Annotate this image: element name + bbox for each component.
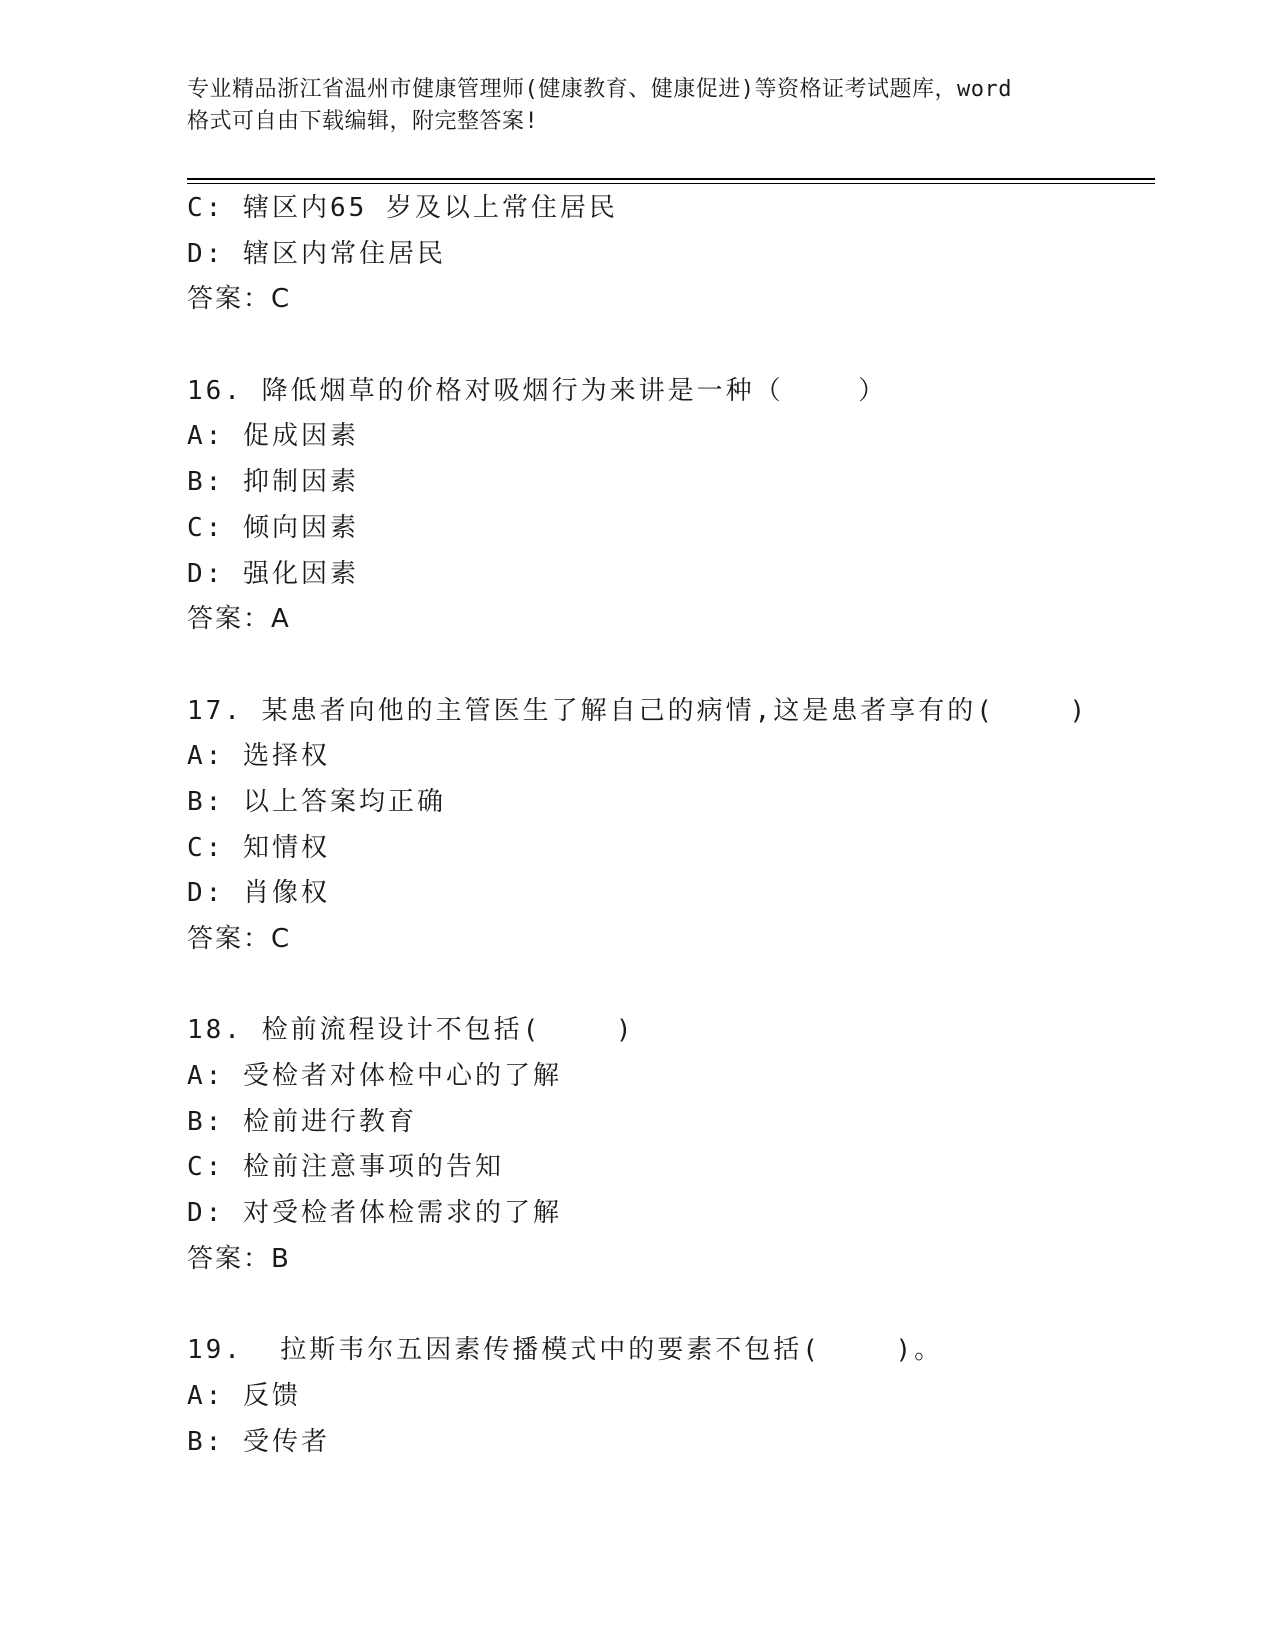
option-c: C: 知情权 xyxy=(187,832,330,863)
spacer xyxy=(187,323,1167,369)
option-b: B: 以上答案均正确 xyxy=(187,786,446,817)
question-stem: 19. 拉斯韦尔五因素传播模式中的要素不包括( )。 xyxy=(187,1335,944,1366)
answer: 答案：C xyxy=(187,924,292,954)
spacer xyxy=(187,963,1167,1009)
question-stem: 18. 检前流程设计不包括( ) xyxy=(187,1015,635,1046)
option-b: B: 检前进行教育 xyxy=(187,1106,417,1137)
question-list xyxy=(187,186,1167,1465)
option-c: C: 倾向因素 xyxy=(187,512,359,543)
answer: 答案：B xyxy=(187,1243,291,1274)
answer: 答案：C xyxy=(187,284,292,315)
question-17 xyxy=(187,689,1167,963)
option-d: D: 肖像权 xyxy=(187,878,330,909)
option-c: C: 检前注意事项的告知 xyxy=(187,1152,504,1183)
option-d: D: 对受检者体检需求的了解 xyxy=(187,1198,562,1229)
answer: 答案：A xyxy=(187,604,291,635)
header-line-1: 专业精品浙江省温州市健康管理师(健康教育、健康促进)等资格证考试题库，word xyxy=(187,77,1012,102)
header-line-2: 格式可自由下载编辑，附完整答案! xyxy=(187,109,539,134)
spacer xyxy=(187,643,1167,689)
question-15 xyxy=(187,186,1167,323)
question-16 xyxy=(187,369,1167,643)
option-a: A: 受检者对体检中心的了解 xyxy=(187,1061,562,1092)
question-18 xyxy=(187,1008,1167,1282)
question-stem: 16. 降低烟草的价格对吸烟行为来讲是一种（ ） xyxy=(187,375,888,406)
header-divider-thin xyxy=(187,183,1155,184)
header-divider-thick xyxy=(187,178,1155,180)
question-stem: 17. 某患者向他的主管医生了解自己的病情,这是患者享有的( ) xyxy=(187,695,1089,726)
option-a: A: 反馈 xyxy=(187,1380,301,1411)
document-header xyxy=(187,74,1087,138)
option-d: D: 强化因素 xyxy=(187,558,359,589)
option-d: D: 辖区内常住居民 xyxy=(187,238,446,269)
option-b: B: 受传者 xyxy=(187,1426,330,1457)
option-c: C: 辖区内65 岁及以上常住居民 xyxy=(187,193,618,223)
option-a: A: 促成因素 xyxy=(187,421,359,452)
question-19 xyxy=(187,1328,1167,1465)
option-a: A: 选择权 xyxy=(187,741,330,772)
spacer xyxy=(187,1283,1167,1329)
option-b: B: 抑制因素 xyxy=(187,467,359,498)
